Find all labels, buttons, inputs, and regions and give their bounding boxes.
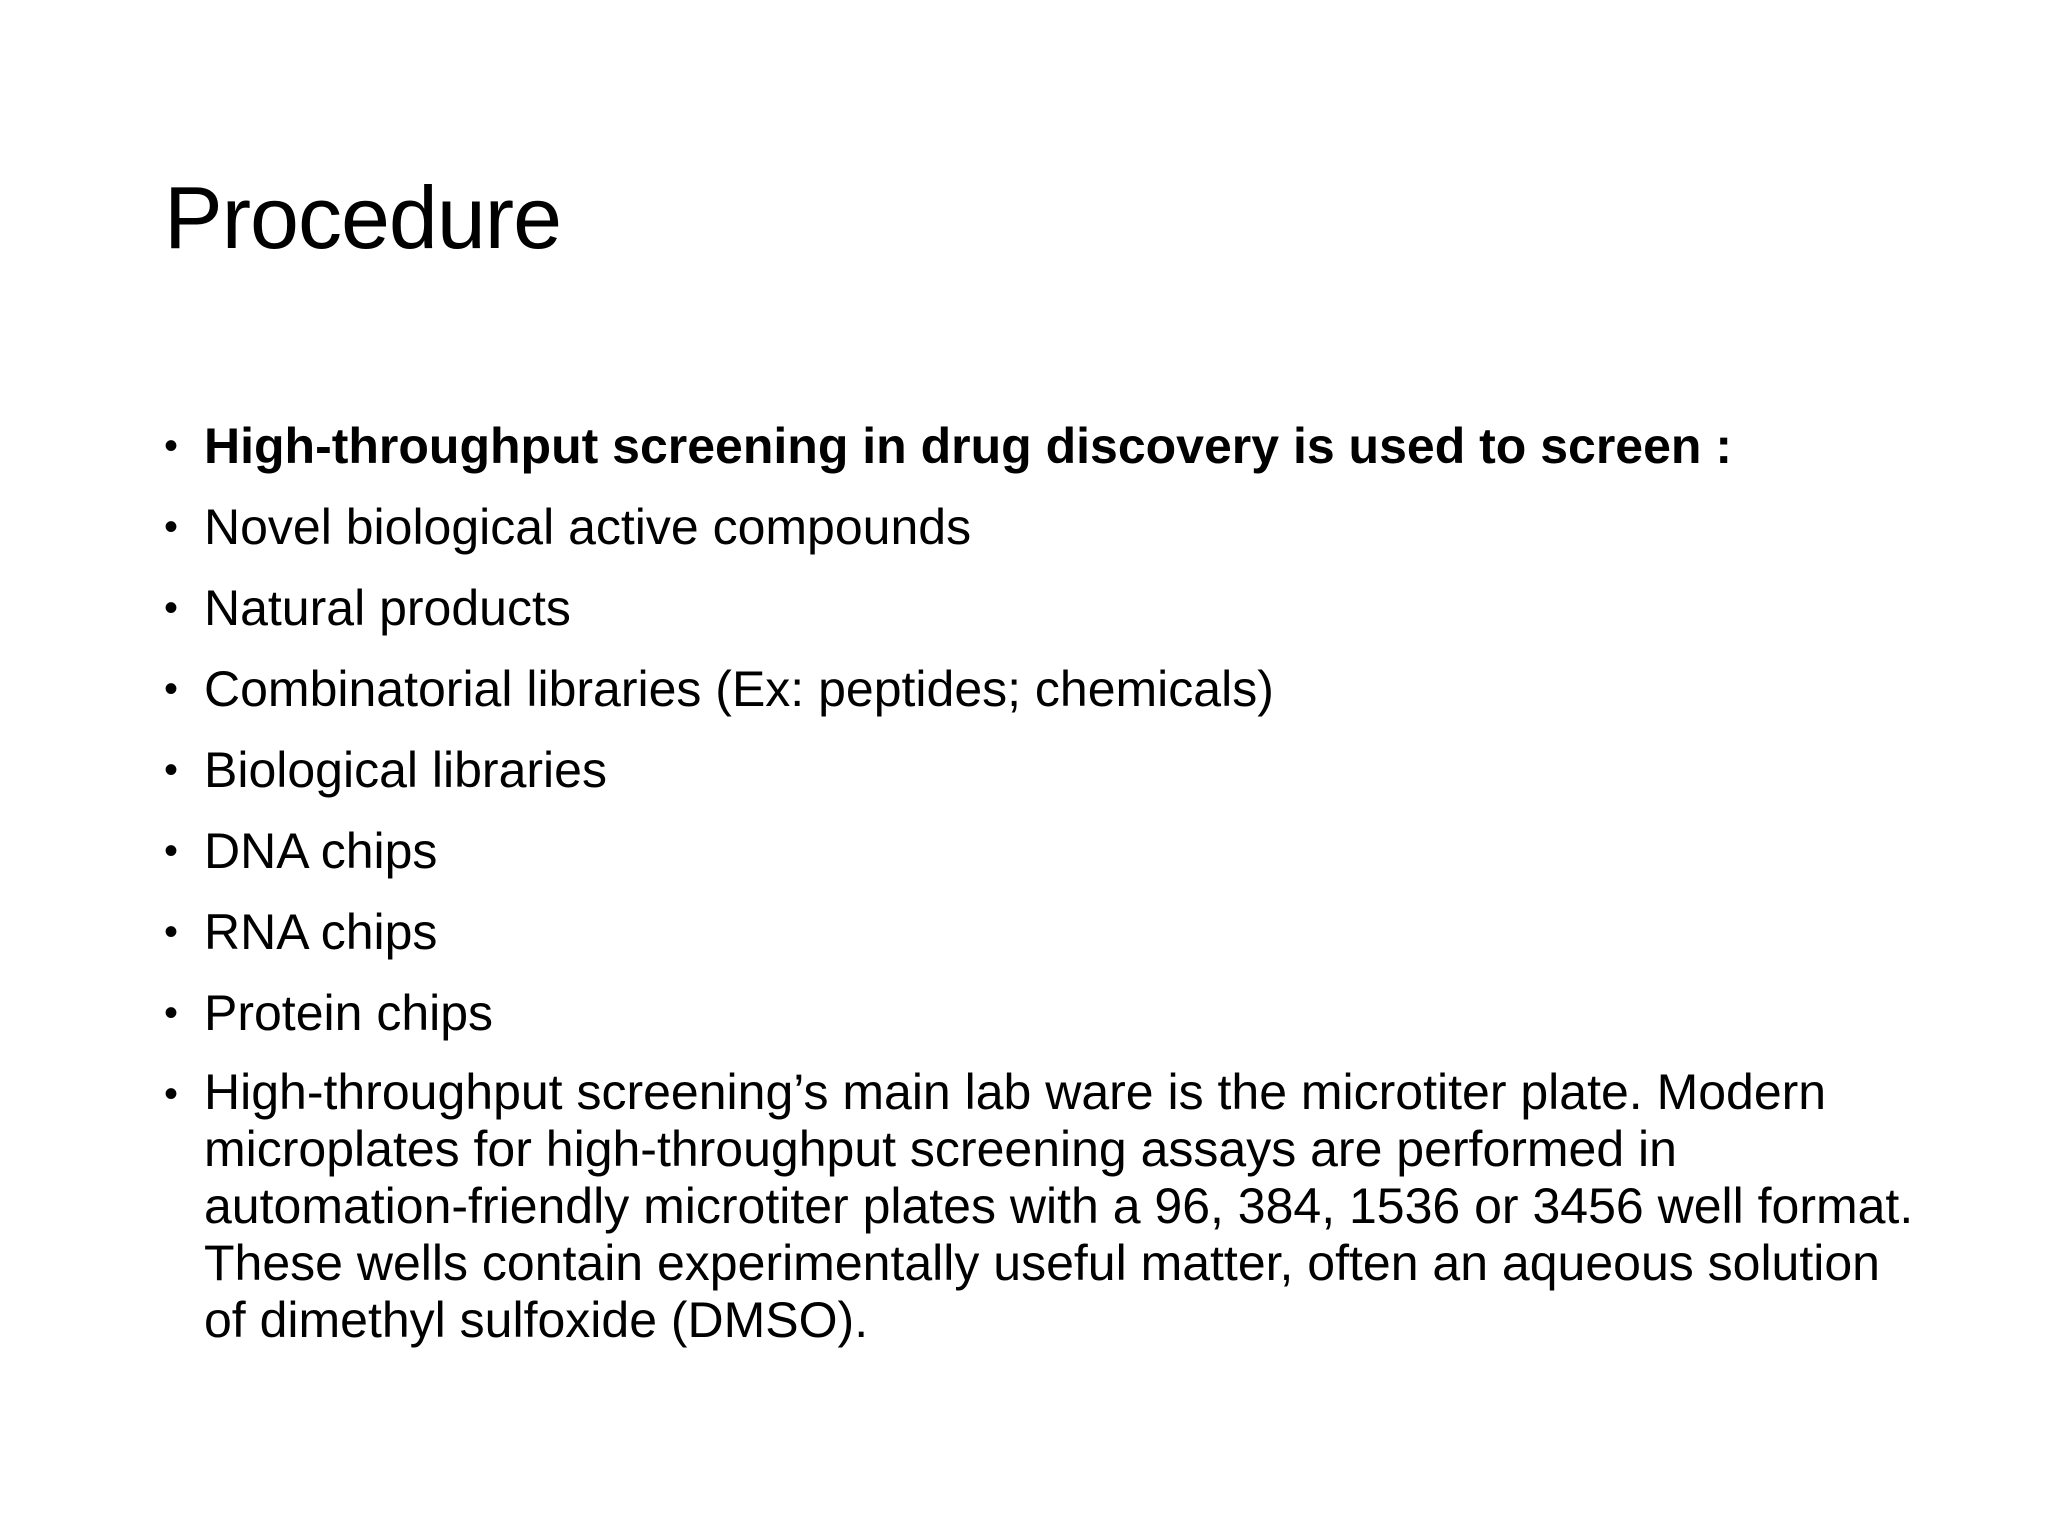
bullet-dot-icon: • xyxy=(164,991,179,1035)
bullet-dot-icon: • xyxy=(164,424,179,468)
bullet-text: Natural products xyxy=(204,580,571,636)
bullet-dot-icon: • xyxy=(164,910,179,954)
bullet-dot-icon: • xyxy=(164,829,179,873)
bullet-text: Biological libraries xyxy=(204,742,607,798)
bullet-item xyxy=(164,902,1924,962)
bullet-item xyxy=(164,578,1924,638)
bullet-dot-icon: • xyxy=(164,667,179,711)
bullet-item xyxy=(164,740,1924,800)
bullet-item xyxy=(164,497,1924,557)
bullet-text: DNA chips xyxy=(204,823,438,879)
bullet-item xyxy=(164,821,1924,881)
bullet-text: Protein chips xyxy=(204,985,494,1041)
bullet-dot-icon: • xyxy=(164,1072,179,1116)
bullet-item xyxy=(164,983,1924,1043)
bullet-item xyxy=(164,416,1924,476)
slide-title: Procedure xyxy=(164,168,562,267)
bullet-item xyxy=(164,1064,1924,1349)
bullet-text: Combinatorial libraries (Ex: peptides; chemicals) xyxy=(204,661,1274,717)
bullet-text: High-throughput screening in drug discovery is used to screen : xyxy=(204,418,1732,474)
bullet-dot-icon: • xyxy=(164,748,179,792)
bullet-item xyxy=(164,659,1924,719)
bullet-list xyxy=(164,416,1924,1370)
bullet-text: RNA chips xyxy=(204,904,438,960)
bullet-dot-icon: • xyxy=(164,586,179,630)
bullet-dot-icon: • xyxy=(164,505,179,549)
bullet-text: Novel biological active compounds xyxy=(204,499,972,555)
bullet-text: High-throughput screening’s main lab ware is the microtiter plate. Modern microplates for high-throughput screening assays are performed in automation-friendly microtiter plates with a 96, 384, 1536 or 3456 well format. These wells contain experimentally useful matter, often an aqueous solution of dimethyl sulfoxide (DMSO). xyxy=(204,1064,1914,1348)
